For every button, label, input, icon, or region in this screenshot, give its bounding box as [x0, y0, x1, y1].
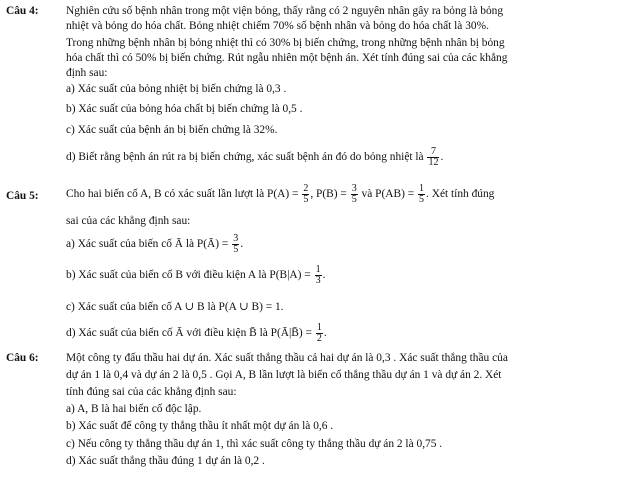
q4-d-fraction: [427, 147, 439, 168]
q4-intro-line-1: Nghiên cứu số bệnh nhân trong một viện bỏng, thấy rằng có 2 nguyên nhân gây ra bỏng là bỏng: [66, 5, 504, 17]
q5-a-fraction: [232, 234, 239, 255]
q5-b-text: b) Xác suất của biến cố B với điều kiện A là P(B|A) =: [66, 269, 311, 282]
q5-pa-numerator: 2: [303, 183, 309, 194]
q5-intro-part-2: , P(B) =: [310, 188, 347, 201]
q4-statement-d: d) Biết rằng bệnh án rút ra bị biến chứng, xác suất bệnh án đó do bỏng nhiệt là $\frac{7}{12}$ .: [66, 146, 444, 168]
q5-d-numerator: 1: [316, 322, 322, 333]
q5-pab-fraction: [418, 184, 425, 205]
q4-intro-line-5: định sau:: [66, 67, 108, 79]
q4-d-text: d) Biết rằng bệnh án rút ra bị biến chứng, xác suất bệnh án đó do bỏng nhiệt là: [66, 151, 424, 164]
q5-b-numerator: 1: [315, 264, 321, 275]
q5-intro-line-2: sai của các khẳng định sau:: [66, 215, 191, 227]
q5-d-text: d) Xác suất của biến cố Ā với điều kiện B̄ là P(Ā|B̄) =: [66, 327, 312, 340]
q5-statement-d: d) Xác suất của biến cố Ā với điều kiện B̄ là P(Ā|B̄) = $\frac{1}{2}$ .: [66, 322, 327, 344]
q4-statement-c: c) Xác suất của bệnh án bị biến chứng là 32%.: [66, 124, 278, 136]
q4-d-numerator: 7: [427, 147, 439, 158]
q5-intro-part-1: Cho hai biến cố A, B có xác suất lần lượt là P(A) =: [66, 188, 299, 201]
q6-intro-line-2: dự án 1 là 0,4 và dự án 2 là 0,5 . Gọi A, B lần lượt là biến cố thắng thầu dự án 1 và dự án 2. Xét: [66, 369, 502, 381]
q4-statement-b: b) Xác suất của bỏng hóa chất bị biến chứng là 0,5 .: [66, 103, 303, 115]
q5-pa-denominator: 5: [303, 194, 309, 205]
q6-statement-b: b) Xác suất để công ty thắng thầu ít nhất một dự án là 0,6 .: [66, 420, 334, 432]
q4-intro-line-3: Trong những bệnh nhân bị bỏng nhiệt thì có 30% bị biến chứng, trong những bệnh nhân bị bỏng: [66, 37, 505, 49]
q5-pb-numerator: 3: [351, 183, 357, 194]
q6-intro-line-3: tính đúng sai của các khẳng định sau:: [66, 386, 237, 398]
q4-intro-line-2: nhiệt và bỏng do hóa chất. Bỏng nhiệt chiếm 70% số bệnh nhân và bỏng do hóa chất là 30%.: [66, 20, 489, 32]
q5-statement-b: b) Xác suất của biến cố B với điều kiện A là P(B|A) = $\frac{1}{3}$ .: [66, 264, 326, 286]
q6-intro-line-1: Một công ty đấu thầu hai dự án. Xác suất thắng thầu cả hai dự án là 0,3 . Xác suất thắng thầu của: [66, 352, 508, 364]
q5-pab-numerator: 1: [419, 183, 425, 194]
q5-a-numerator: 3: [233, 233, 239, 244]
q5-statement-c: c) Xác suất của biến cố A ∪ B là P(A ∪ B) = 1.: [66, 301, 284, 313]
q5-pa-fraction: [302, 184, 309, 205]
q5-d-fraction: [316, 323, 323, 344]
q4-statement-a: a) Xác suất của bỏng nhiệt bị biến chứng là 0,3 .: [66, 83, 287, 95]
question-6-label: Câu 6:: [6, 352, 39, 364]
q5-a-text: a) Xác suất của biến cố Ā là P(Ā) =: [66, 238, 229, 251]
q5-b-denominator: 3: [315, 275, 321, 286]
q5-d-denominator: 2: [316, 333, 322, 344]
q4-d-denominator: 12: [428, 157, 439, 168]
q5-a-denominator: 5: [233, 244, 239, 255]
q5-pab-denominator: 5: [419, 194, 425, 205]
q5-intro-line-1: [66, 184, 494, 205]
q6-statement-c: c) Nếu công ty thắng thầu dự án 1, thì xác suất công ty thắng thầu dự án 2 là 0,75 .: [66, 438, 443, 450]
question-5-label: Câu 5:: [6, 190, 39, 202]
q6-statement-a: a) A, B là hai biến cố độc lập.: [66, 403, 202, 415]
q5-intro-part-4: . Xét tính đúng: [426, 188, 495, 201]
q4-intro-line-4: hóa chất thì có 50% bị biến chứng. Rút ngẫu nhiên một bệnh án. Xét tính đúng sai của các khẳng: [66, 52, 508, 64]
q5-b-fraction: [315, 265, 322, 286]
q6-statement-d: d) Xác suất thắng thầu đúng 1 dự án là 0,2 .: [66, 455, 265, 467]
q5-pb-fraction: [351, 184, 358, 205]
question-4-label: Câu 4:: [6, 5, 39, 17]
q5-pb-denominator: 5: [351, 194, 357, 205]
q5-intro-part-3: và P(AB) =: [361, 188, 415, 201]
q5-statement-a: a) Xác suất của biến cố Ā là P(Ā) = $\frac{3}{5}$ .: [66, 233, 244, 255]
